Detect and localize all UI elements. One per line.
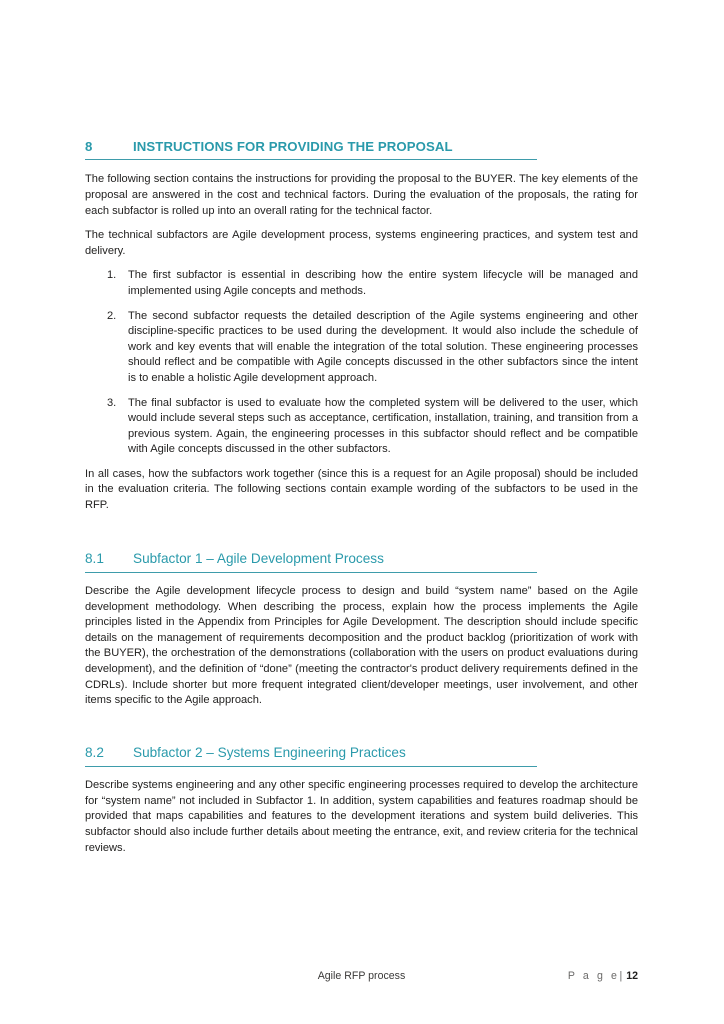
subsection-heading-row xyxy=(85,744,638,762)
subsection-heading-rule xyxy=(85,572,537,573)
list-item xyxy=(85,309,638,387)
subsection-body-8-2: Describe systems engineering and any other specific engineering processes required to develop the architecture for “system name” not included in Subfactor 1. In addition, system capabilities and features roadmap should be provided that maps capabilities and features to the development iterations and system build deliveries. This subfactor should also include further details about meeting the entrance, exit, and review criteria for the technical reviews. xyxy=(85,779,638,854)
subsection-number: 8.2 xyxy=(85,744,104,760)
section-title: INSTRUCTIONS FOR PROVIDING THE PROPOSAL xyxy=(133,139,453,154)
footer-document-title: Agile RFP process xyxy=(317,970,406,982)
subsection-heading-rule xyxy=(85,766,537,767)
page-content xyxy=(85,138,638,856)
page-footer xyxy=(85,968,638,988)
footer-page-separator: | xyxy=(619,970,623,982)
subfactor-list xyxy=(85,268,638,458)
footer-page-number: 12 xyxy=(626,970,638,982)
subsection-heading-8-1 xyxy=(85,550,638,573)
list-item-text: The final subfactor is used to evaluate how the completed system will be delivered to the user, which would include several steps such as acceptance, certification, installation, training, and transition from a previous system. Again, the engineering processes in this subfactor should reflect and be compatible with Agile concepts discussed in the other subfactors. xyxy=(128,396,638,456)
spacer-before-subsection-8-2 xyxy=(85,718,638,744)
subsection-heading-row xyxy=(85,550,638,568)
subsection-number: 8.1 xyxy=(85,550,104,566)
section-paragraph-1: The following section contains the instructions for providing the proposal to the BUYER. The key elements of the proposal are answered in the cost and technical factors. During the evaluation of the proposals, the rating for each subfactor is rolled up into an overall rating for the technical factor. xyxy=(85,173,638,217)
section-closing-paragraph: In all cases, how the subfactors work together (since this is a request for an Agile proposal) should be included in the evaluation criteria. The following sections contain example wording of the subfactors to be used in the RFP. xyxy=(85,467,638,512)
section-heading-rule xyxy=(85,159,537,160)
footer-page-indicator xyxy=(568,968,638,984)
section-heading-row xyxy=(85,138,638,155)
footer-page-word: P a g e xyxy=(567,970,620,982)
subsection-title: Subfactor 2 – Systems Engineering Practices xyxy=(133,744,406,760)
spacer-before-subsection-8-1 xyxy=(85,523,638,550)
section-paragraph-2: The technical subfactors are Agile development process, systems engineering practices, and system test and delivery. xyxy=(85,229,638,257)
list-item-text: The second subfactor requests the detailed description of the Agile systems engineering and other discipline-specific practices to be used during the development. It would also include the schedule of work and key events that will enable the integration of the total solution. These engineering processes should reflect and be compatible with Agile concepts discussed in the other subfactors since the intent is to enable a holistic Agile development approach. xyxy=(128,309,638,384)
list-item-marker: 2. xyxy=(107,309,117,322)
list-item-marker: 3. xyxy=(107,396,117,409)
section-heading-8 xyxy=(85,138,638,160)
list-item-marker: 1. xyxy=(107,269,117,282)
subsection-body-8-1: Describe the Agile development lifecycle process to design and build “system name” based on the Agile development methodology. When describing the process, explain how the process implements the Agile principles listed in the Appendix from Principles for Agile Development. The description should include specific details on the management of requirements decomposition and the product backlog (prioritization of work with the BUYER), the orchestration of the demonstrations (collaboration with the users on product evaluations during development), and the definition of “done” (meeting the contractor's product delivery requirements defined in the CDRLs). Include shorter but more frequent integrated client/developer meetings, user involvement, and other items specific to the Agile approach. xyxy=(85,585,638,707)
list-item-text: The first subfactor is essential in describing how the entire system lifecycle will be managed and implemented using Agile concepts and methods. xyxy=(128,269,638,297)
list-item xyxy=(85,268,638,299)
subsection-heading-8-2 xyxy=(85,744,638,767)
subsection-title: Subfactor 1 – Agile Development Process xyxy=(133,550,384,566)
list-item xyxy=(85,396,638,458)
section-number: 8 xyxy=(85,139,93,154)
